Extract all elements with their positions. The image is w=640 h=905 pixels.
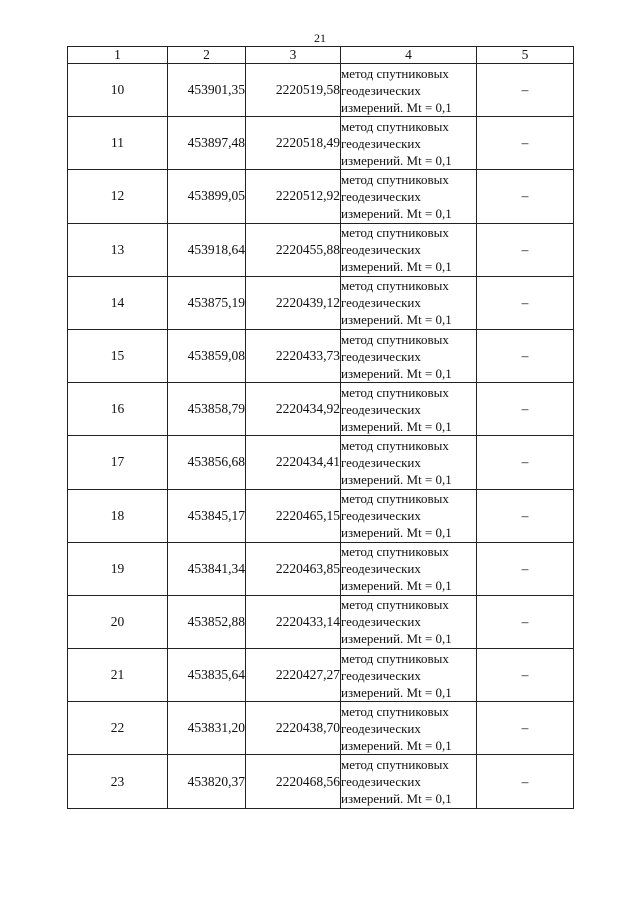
- point-number-cell: 13: [68, 223, 168, 276]
- point-number-cell: 19: [68, 542, 168, 595]
- table-row: [68, 329, 574, 382]
- method-line: измерений. Mt = 0,1: [341, 631, 452, 647]
- method-line: метод спутниковых: [341, 225, 449, 241]
- method-cell: [341, 595, 477, 648]
- method-line: геодезических: [341, 454, 421, 470]
- method-cell: [341, 436, 477, 489]
- method-line: геодезических: [341, 188, 421, 204]
- method-line: геодезических: [341, 295, 421, 311]
- point-number-cell: 18: [68, 489, 168, 542]
- method-cell: [341, 170, 477, 223]
- method-line: измерений. Mt = 0,1: [341, 791, 452, 807]
- method-line: измерений. Mt = 0,1: [341, 525, 452, 541]
- method-line: измерений. Mt = 0,1: [341, 259, 452, 275]
- header-col-1: 1: [68, 47, 168, 64]
- y-coordinate-cell: 2220434,41: [246, 436, 341, 489]
- table-row: [68, 436, 574, 489]
- note-cell: –: [477, 383, 574, 436]
- method-line: измерений. Mt = 0,1: [341, 578, 452, 594]
- note-cell: –: [477, 649, 574, 702]
- point-number-cell: 16: [68, 383, 168, 436]
- method-cell: [341, 702, 477, 755]
- note-cell: –: [477, 595, 574, 648]
- method-line: геодезических: [341, 82, 421, 98]
- method-line: геодезических: [341, 348, 421, 364]
- point-number-cell: 15: [68, 329, 168, 382]
- table-body: [68, 64, 574, 809]
- table-row: [68, 595, 574, 648]
- table-row: [68, 702, 574, 755]
- note-cell: –: [477, 542, 574, 595]
- method-line: геодезических: [341, 508, 421, 524]
- y-coordinate-cell: 2220465,15: [246, 489, 341, 542]
- table-header: [68, 47, 574, 64]
- method-cell: [341, 649, 477, 702]
- method-line: метод спутниковых: [341, 757, 449, 773]
- note-cell: –: [477, 489, 574, 542]
- x-coordinate-cell: 453897,48: [168, 117, 246, 170]
- method-line: измерений. Mt = 0,1: [341, 737, 452, 753]
- x-coordinate-cell: 453875,19: [168, 276, 246, 329]
- method-cell: [341, 64, 477, 117]
- header-row: [68, 47, 574, 64]
- method-cell: [341, 383, 477, 436]
- y-coordinate-cell: 2220427,27: [246, 649, 341, 702]
- method-cell: [341, 755, 477, 808]
- x-coordinate-cell: 453852,88: [168, 595, 246, 648]
- y-coordinate-cell: 2220439,12: [246, 276, 341, 329]
- y-coordinate-cell: 2220455,88: [246, 223, 341, 276]
- y-coordinate-cell: 2220512,92: [246, 170, 341, 223]
- point-number-cell: 17: [68, 436, 168, 489]
- header-col-4: 4: [341, 47, 477, 64]
- method-line: измерений. Mt = 0,1: [341, 471, 452, 487]
- table-row: [68, 489, 574, 542]
- page-number: 21: [314, 31, 326, 45]
- method-cell: [341, 223, 477, 276]
- method-line: геодезических: [341, 720, 421, 736]
- method-line: геодезических: [341, 242, 421, 258]
- method-cell: [341, 117, 477, 170]
- y-coordinate-cell: 2220518,49: [246, 117, 341, 170]
- method-line: метод спутниковых: [341, 65, 449, 81]
- header-col-2: 2: [168, 47, 246, 64]
- point-number-cell: 20: [68, 595, 168, 648]
- method-line: метод спутниковых: [341, 597, 449, 613]
- method-line: метод спутниковых: [341, 278, 449, 294]
- point-number-cell: 12: [68, 170, 168, 223]
- table-row: [68, 755, 574, 808]
- table-row: [68, 64, 574, 117]
- method-line: метод спутниковых: [341, 384, 449, 400]
- x-coordinate-cell: 453901,35: [168, 64, 246, 117]
- y-coordinate-cell: 2220433,73: [246, 329, 341, 382]
- point-number-cell: 21: [68, 649, 168, 702]
- y-coordinate-cell: 2220438,70: [246, 702, 341, 755]
- table-row: [68, 383, 574, 436]
- method-line: геодезических: [341, 401, 421, 417]
- table-row: [68, 276, 574, 329]
- y-coordinate-cell: 2220463,85: [246, 542, 341, 595]
- x-coordinate-cell: 453859,08: [168, 329, 246, 382]
- y-coordinate-cell: 2220433,14: [246, 595, 341, 648]
- x-coordinate-cell: 453918,64: [168, 223, 246, 276]
- note-cell: –: [477, 170, 574, 223]
- x-coordinate-cell: 453845,17: [168, 489, 246, 542]
- method-line: геодезических: [341, 614, 421, 630]
- method-line: геодезических: [341, 135, 421, 151]
- method-line: геодезических: [341, 774, 421, 790]
- method-cell: [341, 276, 477, 329]
- note-cell: –: [477, 329, 574, 382]
- note-cell: –: [477, 64, 574, 117]
- table-row: [68, 170, 574, 223]
- x-coordinate-cell: 453899,05: [168, 170, 246, 223]
- method-line: метод спутниковых: [341, 491, 449, 507]
- y-coordinate-cell: 2220434,92: [246, 383, 341, 436]
- point-number-cell: 23: [68, 755, 168, 808]
- method-cell: [341, 542, 477, 595]
- point-number-cell: 11: [68, 117, 168, 170]
- x-coordinate-cell: 453831,20: [168, 702, 246, 755]
- header-col-5: 5: [477, 47, 574, 64]
- table-row: [68, 117, 574, 170]
- method-line: метод спутниковых: [341, 703, 449, 719]
- method-line: измерений. Mt = 0,1: [341, 312, 452, 328]
- x-coordinate-cell: 453841,34: [168, 542, 246, 595]
- table-row: [68, 542, 574, 595]
- note-cell: –: [477, 223, 574, 276]
- y-coordinate-cell: 2220468,56: [246, 755, 341, 808]
- method-line: метод спутниковых: [341, 437, 449, 453]
- header-col-3: 3: [246, 47, 341, 64]
- method-line: измерений. Mt = 0,1: [341, 99, 452, 115]
- note-cell: –: [477, 702, 574, 755]
- note-cell: –: [477, 276, 574, 329]
- note-cell: –: [477, 436, 574, 489]
- method-line: измерений. Mt = 0,1: [341, 418, 452, 434]
- y-coordinate-cell: 2220519,58: [246, 64, 341, 117]
- coordinates-table: [67, 46, 574, 809]
- x-coordinate-cell: 453858,79: [168, 383, 246, 436]
- method-line: измерений. Mt = 0,1: [341, 365, 452, 381]
- point-number-cell: 22: [68, 702, 168, 755]
- note-cell: –: [477, 117, 574, 170]
- method-line: метод спутниковых: [341, 544, 449, 560]
- x-coordinate-cell: 453820,37: [168, 755, 246, 808]
- note-cell: –: [477, 755, 574, 808]
- method-line: метод спутниковых: [341, 650, 449, 666]
- method-line: метод спутниковых: [341, 118, 449, 134]
- point-number-cell: 10: [68, 64, 168, 117]
- method-cell: [341, 489, 477, 542]
- table-row: [68, 223, 574, 276]
- x-coordinate-cell: 453856,68: [168, 436, 246, 489]
- point-number-cell: 14: [68, 276, 168, 329]
- method-line: измерений. Mt = 0,1: [341, 152, 452, 168]
- method-line: геодезических: [341, 561, 421, 577]
- x-coordinate-cell: 453835,64: [168, 649, 246, 702]
- method-line: геодезических: [341, 667, 421, 683]
- table-row: [68, 649, 574, 702]
- method-line: измерений. Mt = 0,1: [341, 205, 452, 221]
- method-cell: [341, 329, 477, 382]
- method-line: метод спутниковых: [341, 171, 449, 187]
- method-line: измерений. Mt = 0,1: [341, 684, 452, 700]
- method-line: метод спутниковых: [341, 331, 449, 347]
